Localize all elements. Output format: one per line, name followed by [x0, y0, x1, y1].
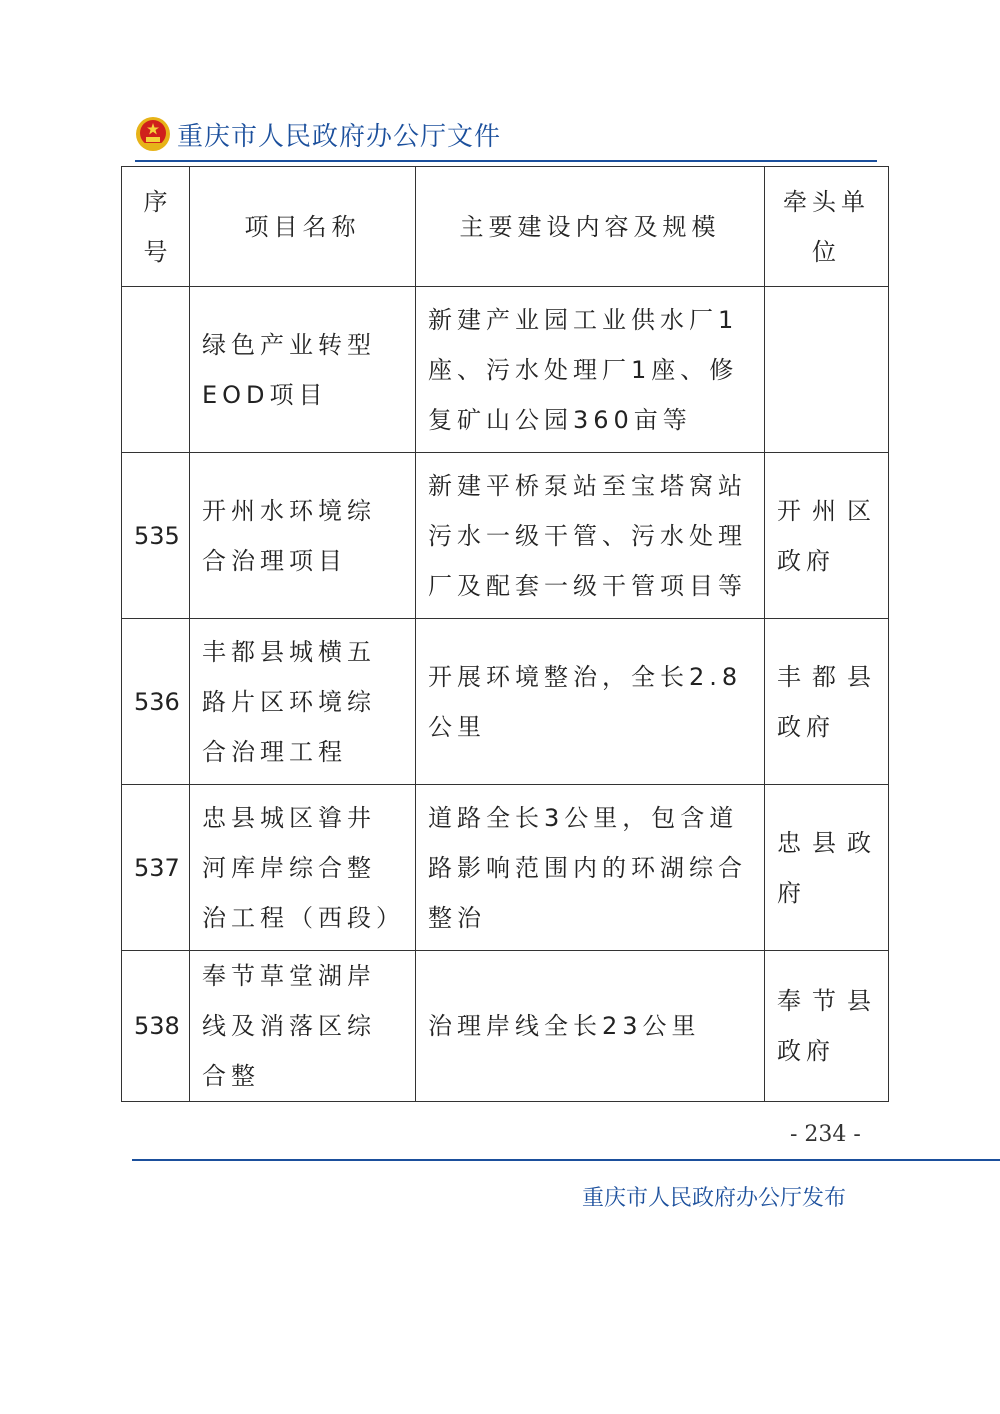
row-content: 开展环境整治，全长2.8公里 [416, 619, 765, 785]
header-no: 序号 [122, 167, 190, 287]
publisher-footer: 重庆市人民政府办公厅发布 [582, 1186, 847, 1211]
row-unit [765, 287, 889, 453]
header-content: 主要建设内容及规模 [416, 167, 765, 287]
row-content: 新建平桥泵站至宝塔窝站污水一级干管、污水处理厂及配套一级干管项目等 [416, 453, 765, 619]
row-content: 新建产业园工业供水厂1座、污水处理厂1座、修复矿山公园360亩等 [416, 287, 765, 453]
table-row [122, 785, 889, 951]
row-unit: 奉节县政府 [765, 951, 889, 1102]
row-no: 536 [122, 619, 190, 785]
table-row [122, 951, 889, 1102]
row-name: 奉节草堂湖岸线及消落区综合整 [190, 951, 416, 1102]
table-row [122, 287, 889, 453]
row-unit: 丰都县政府 [765, 619, 889, 785]
row-no [122, 287, 190, 453]
row-no: 538 [122, 951, 190, 1102]
header-divider [135, 160, 877, 162]
row-name: 丰都县城横五路片区环境综合治理工程 [190, 619, 416, 785]
document-header [135, 112, 501, 156]
table-row [122, 453, 889, 619]
header-name: 项目名称 [190, 167, 416, 287]
row-name: 忠县城区㽏井河库岸综合整治工程（西段） [190, 785, 416, 951]
table-header-row [122, 167, 889, 287]
row-name: 绿色产业转型EOD项目 [190, 287, 416, 453]
row-content: 道路全长3公里，包含道路影响范围内的环湖综合整治 [416, 785, 765, 951]
row-unit: 开州区政府 [765, 453, 889, 619]
row-no: 537 [122, 785, 190, 951]
header-unit: 牵头单位 [765, 167, 889, 287]
document-header-title: 重庆市人民政府办公厅文件 [177, 121, 502, 152]
footer-divider [132, 1159, 1000, 1161]
row-no: 535 [122, 453, 190, 619]
project-table [121, 166, 889, 1102]
row-unit: 忠县政府 [765, 785, 889, 951]
table-row [122, 619, 889, 785]
national-emblem-icon [135, 116, 171, 152]
row-name: 开州水环境综合治理项目 [190, 453, 416, 619]
row-content: 治理岸线全长23公里 [416, 951, 765, 1102]
page-number: - 234 - [790, 1122, 861, 1147]
